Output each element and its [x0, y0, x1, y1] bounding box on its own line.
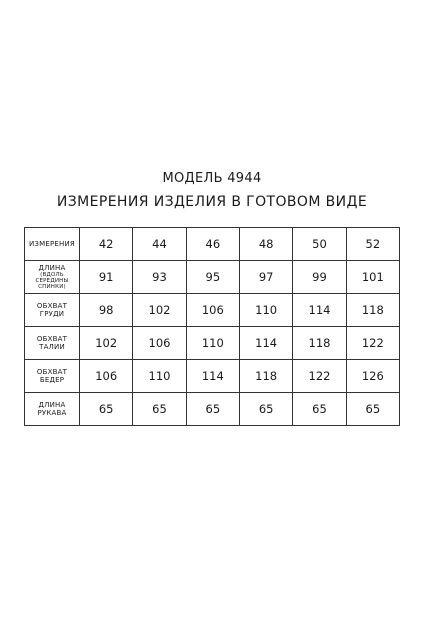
row-label-text: ОБХВАТ БЕДЕР: [36, 367, 68, 384]
row-label: [25, 294, 80, 327]
table-cell: 118: [293, 327, 346, 360]
table-cell: 126: [346, 360, 399, 393]
row-label-text: ОБХВАТ ТАЛИИ: [36, 334, 68, 351]
table-cell: 97: [239, 261, 292, 294]
table-cell: 65: [239, 393, 292, 426]
row-label: [25, 360, 80, 393]
table-cell: 122: [346, 327, 399, 360]
table-cell: 50: [293, 228, 346, 261]
table-cell: 106: [133, 327, 186, 360]
table-cell: 114: [293, 294, 346, 327]
table-row: [25, 360, 400, 393]
table-cell: 101: [346, 261, 399, 294]
row-label-text: ОБХВАТ ГРУДИ: [36, 301, 68, 318]
table-cell: 44: [133, 228, 186, 261]
size-table: [24, 227, 400, 426]
table-cell: 118: [346, 294, 399, 327]
table-row: [25, 327, 400, 360]
table-cell: 99: [293, 261, 346, 294]
model-number: МОДЕЛЬ 4944: [162, 171, 262, 186]
table-cell: 46: [186, 228, 239, 261]
table-cell: 42: [80, 228, 133, 261]
table-cell: 98: [80, 294, 133, 327]
table-cell: 102: [80, 327, 133, 360]
row-label: [25, 228, 80, 261]
row-label-text: ДЛИНА РУКАВА: [37, 400, 67, 417]
table-row: [25, 228, 400, 261]
row-label: [25, 327, 80, 360]
table-row: [25, 261, 400, 294]
table-cell: 93: [133, 261, 186, 294]
table-cell: 114: [186, 360, 239, 393]
table-cell: 110: [239, 294, 292, 327]
table-cell: 48: [239, 228, 292, 261]
table-cell: 91: [80, 261, 133, 294]
row-label: [25, 261, 80, 294]
table-cell: 110: [133, 360, 186, 393]
table-cell: 65: [133, 393, 186, 426]
page-title: ИЗМЕРЕНИЯ ИЗДЕЛИЯ В ГОТОВОМ ВИДЕ: [56, 194, 368, 210]
table-row: [25, 294, 400, 327]
table-cell: 106: [80, 360, 133, 393]
table-cell: 95: [186, 261, 239, 294]
table-cell: 102: [133, 294, 186, 327]
table-cell: 106: [186, 294, 239, 327]
table-cell: 114: [239, 327, 292, 360]
row-label: [25, 393, 80, 426]
row-label-text: ДЛИНА: [38, 263, 66, 272]
row-label-subtext: (ВДОЛЬ СЕРЕДИНЫ СПИНКИ): [35, 271, 69, 291]
table-cell: 52: [346, 228, 399, 261]
table-cell: 65: [346, 393, 399, 426]
table-cell: 110: [186, 327, 239, 360]
table-cell: 65: [293, 393, 346, 426]
row-label-text: ИЗМЕРЕНИЯ: [29, 239, 75, 248]
table-cell: 65: [186, 393, 239, 426]
table-cell: 118: [239, 360, 292, 393]
table-row: [25, 393, 400, 426]
table-cell: 65: [80, 393, 133, 426]
table-cell: 122: [293, 360, 346, 393]
